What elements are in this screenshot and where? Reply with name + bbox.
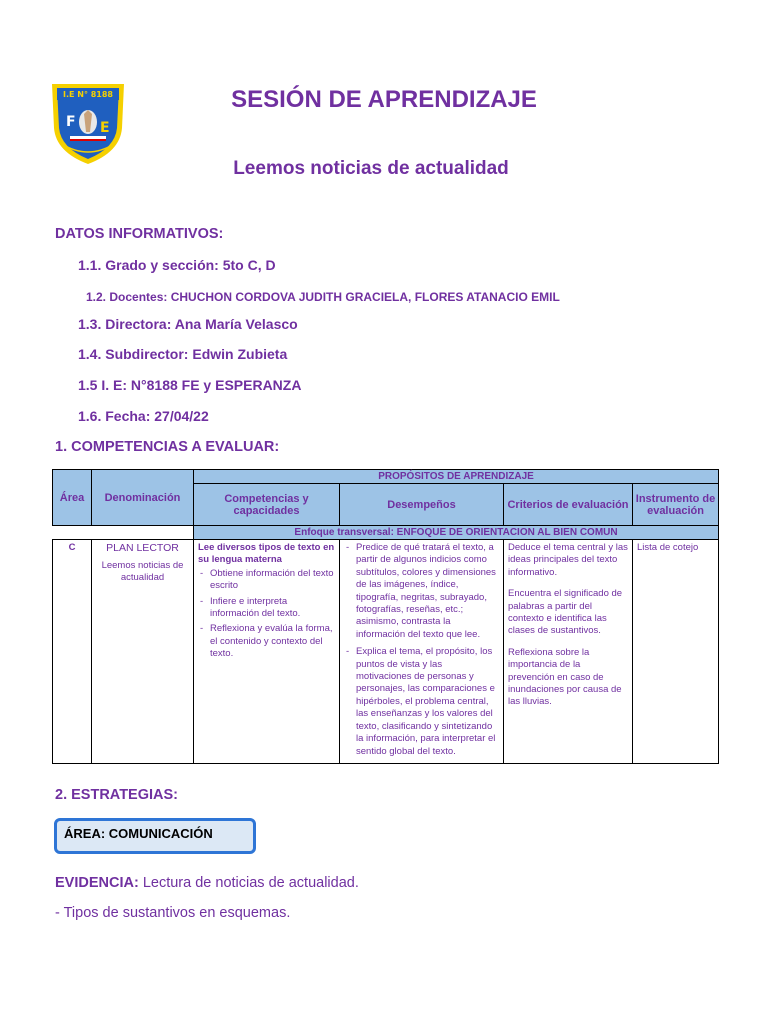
subdirector-item: 1.4. Subdirector: Edwin Zubieta — [78, 346, 288, 362]
desempeno-item: - Explica el tema, el propósito, los puntos de vista y las motivaciones de personas y personajes, las comparaciones e hipérboles, el problema central, las enseñanzas y los valores del texto, clasificando y sintetizando la información, para interpretar el sentido global del texto. — [356, 646, 499, 758]
criterio-item: Reflexiona sobre la importancia de la prevención en caso de inundaciones por causa de las lluvias. — [508, 646, 622, 708]
page-subtitle: Leemos noticias de actualidad — [233, 158, 509, 179]
criterio-item: Deduce el tema central y las ideas principales del texto informativo. — [508, 542, 628, 578]
cell-instrumento: Lista de cotejo — [633, 540, 719, 764]
evidencia-text: Lectura de noticias de actualidad. — [142, 875, 359, 891]
grado-item: 1.1. Grado y sección: 5to C, D — [78, 257, 276, 273]
ie-item: 1.5 I. E: N°8188 FE y ESPERANZA — [78, 377, 302, 393]
svg-text:E: E — [100, 120, 110, 136]
header-competencias: Competencias y capacidades — [194, 484, 340, 526]
desempeno-item: - Predice de qué tratará el texto, a partir de algunos indicios como subtítulos, colores y dimensiones de las imágenes, índice, tipografía, negritas, subrayado, fotografías, reseñas, etc.; asimismo, contrasta la información del texto que lee. — [356, 542, 499, 641]
denom-plan-lector: PLAN LECTOR — [106, 542, 179, 554]
cell-denominacion — [92, 540, 194, 764]
svg-text:F: F — [66, 114, 76, 130]
cell-area: C — [53, 540, 92, 764]
header-area: Área — [53, 470, 92, 526]
cell-competencias — [194, 540, 340, 764]
estrategias-heading: 2. ESTRATEGIAS: — [55, 787, 178, 803]
cell-desempenos — [340, 540, 504, 764]
svg-text:I.E N° 8188: I.E N° 8188 — [62, 90, 114, 99]
competencias-heading: 1. COMPETENCIAS A EVALUAR: — [55, 439, 280, 455]
comp-item: - Infiere e interpreta información del texto. — [210, 596, 335, 621]
page-title: SESIÓN DE APRENDIZAJE — [231, 86, 537, 113]
criterio-item: Encuentra el significado de palabras a partir del contexto e identifica las clases de sustantivos. — [508, 588, 623, 637]
header-denominacion: Denominación — [92, 470, 194, 526]
header-propositos: PROPÓSITOS DE APRENDIZAJE — [194, 470, 719, 484]
header-desempenos: Desempeños — [340, 484, 504, 526]
tipos-line: - Tipos de sustantivos en esquemas. — [55, 905, 291, 921]
directora-item: 1.3. Directora: Ana María Velasco — [78, 316, 298, 332]
datos-heading: DATOS INFORMATIVOS: — [55, 226, 224, 242]
header-instrumento: Instrumento de evaluación — [633, 484, 719, 526]
docentes-item: 1.2. Docentes: CHUCHON CORDOVA JUDITH GRACIELA, FLORES ATANACIO EMIL — [86, 290, 560, 304]
evidencia-label: EVIDENCIA: — [55, 875, 139, 891]
fecha-item: 1.6. Fecha: 27/04/22 — [78, 408, 209, 424]
competencias-table — [52, 469, 719, 764]
cell-criterios — [504, 540, 633, 764]
denom-title: Leemos noticias de actualidad — [101, 560, 184, 584]
enfoque-row: Enfoque transversal: ENFOQUE DE ORIENTACION AL BIEN COMUN — [194, 526, 719, 540]
header-criterios: Criterios de evaluación — [504, 484, 633, 526]
comp-item: - Obtiene información del texto escrito — [210, 568, 335, 593]
evidencia-line — [55, 875, 359, 891]
comp-item: - Reflexiona y evalúa la forma, el contenido y contexto del texto. — [210, 623, 335, 660]
comp-title: Lee diversos tipos de texto en su lengua materna — [198, 542, 335, 566]
area-label: ÁREA: COMUNICACIÓN — [64, 826, 213, 841]
